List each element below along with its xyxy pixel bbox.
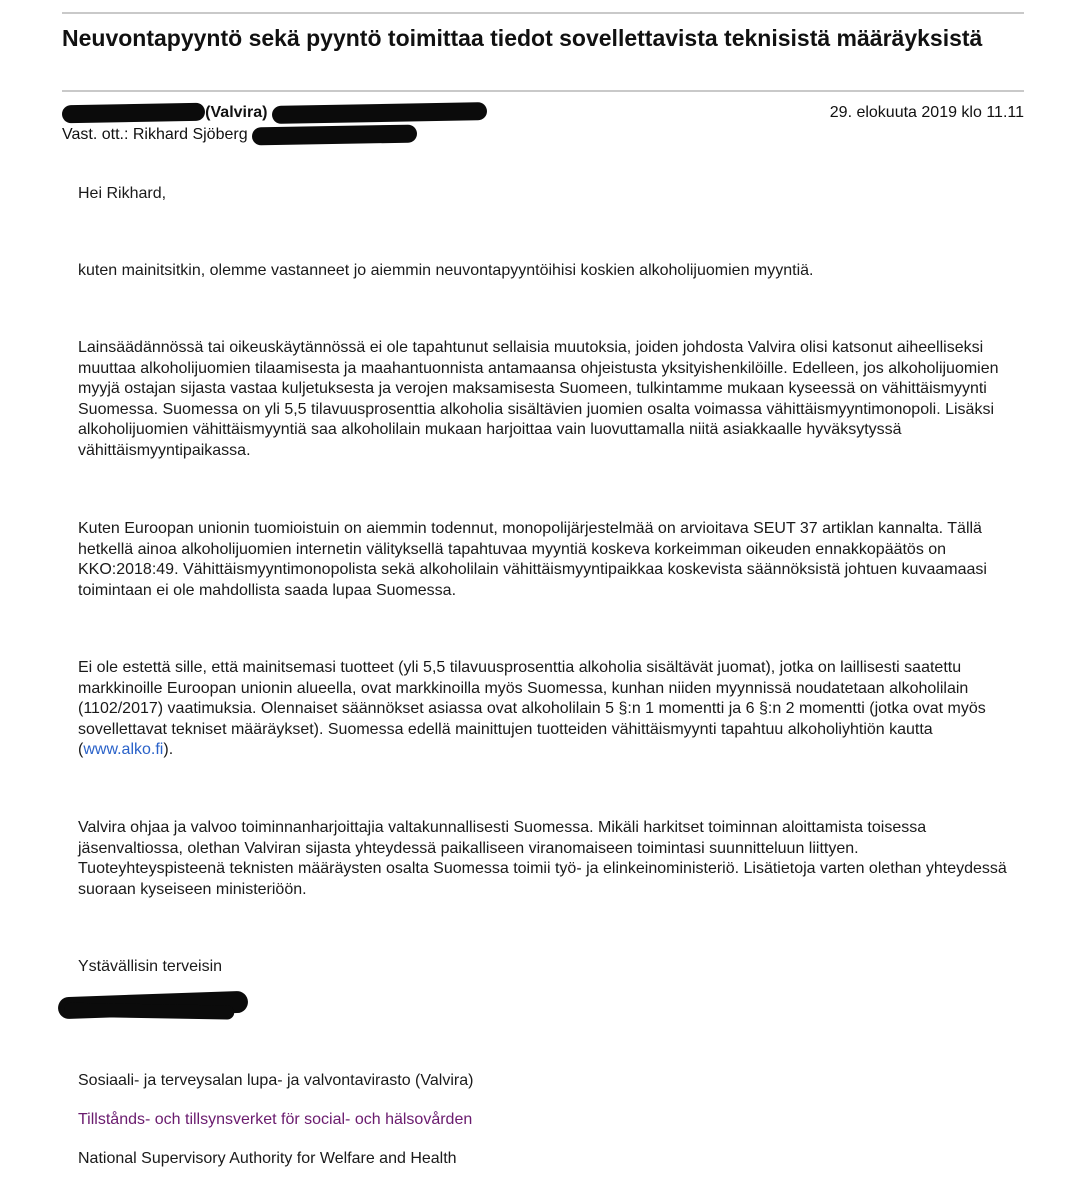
sender-line	[62, 103, 487, 123]
header-top-divider	[62, 12, 1024, 14]
header-bottom-divider	[62, 90, 1024, 92]
recipient-name[interactable]: Rikhard Sjöberg	[132, 126, 248, 143]
paragraph-4	[78, 658, 1008, 761]
email-subject: Neuvontapyyntö sekä pyyntö toimittaa tiedot sovellettavista teknisistä määräyksistä	[62, 25, 983, 51]
organization-finnish: Sosiaali- ja terveysalan lupa- ja valvontavirasto (Valvira)	[78, 1072, 474, 1089]
alko-link[interactable]: www.alko.fi	[83, 741, 164, 758]
redacted-recipient-email	[252, 125, 417, 146]
paragraph-5: Valvira ohjaa ja valvoo toiminnanharjoittajia valtakunnallisesti Suomessa. Mikäli harkitset toiminnan aloittamista toisessa jäsenvaltiossa, olethan Valviran sijasta yhteydessä paikalliseen viranomaiseen toimintasi suunnitteluun liittyen. Tuoteyhteyspisteenä teknisten määräysten osalta Suomessa toimii työ- ja elinkeinoministeriö. Lisätietoja varten olethan yhteydessä suoraan kyseiseen ministeriöön.	[78, 819, 1007, 898]
paragraph-4-text: Ei ole estettä sille, että mainitsemasi tuotteet (yli 5,5 tilavuusprosenttia alkoholia sisältävät juomat), jotka on laillisesti saatettu markkinoille Euroopan unionin alueella, ovat markkinoilla myös Suomessa, kunhan niiden myynnissä noudatetaan alkoholilain (1102/2017) vaatimuksia. Olennaiset säännökset asiassa ovat alkoholilain 5 §:n 1 momentti ja 6 §:n 2 momentti (jotka ovat myös sovellettavat tekniset määräykset). Suomessa edellä mainittujen tuotteiden vähittäismyynti tapahtuu alkoholiyhtiön kautta (	[78, 659, 986, 758]
recipient-label: Vast. ott.:	[62, 126, 129, 143]
paragraph-4-end: ).	[163, 741, 174, 758]
paragraph-1: kuten mainitsitkin, olemme vastanneet jo aiemmin neuvontapyyntöihisi koskien alkoholijuomien myyntiä.	[78, 262, 814, 279]
organization-english: National Supervisory Authority for Welfare and Health	[78, 1150, 457, 1167]
redacted-sender-name	[62, 103, 205, 123]
paragraph-3: Kuten Euroopan unionin tuomioistuin on aiemmin todennut, monopolijärjestelmää on arvioitava SEUT 37 artiklan kannalta. Tällä hetkellä ainoa alkoholijuomien internetin välityksellä tapahtuvaa myyntiä koskeva korkeimman oikeuden ennakkopäätös on KKO:2018:49. Vähittäismyyntimonopolista sekä alkoholilain vähittäismyyntipaikkaa koskevista säännöksistä johtuen kuvaamaasi toimintaan ei ole mahdollista saada lupaa Suomessa.	[78, 520, 987, 599]
email-date: 29. elokuuta 2019 klo 11.11	[829, 104, 1024, 121]
greeting: Hei Rikhard,	[78, 185, 167, 202]
closing: Ystävällisin terveisin	[78, 958, 223, 975]
redacted-signature-name	[78, 997, 205, 1014]
paragraph-2: Lainsäädännössä tai oikeuskäytännössä ei ole tapahtunut sellaisia muutoksia, joiden johdosta Valvira olisi katsonut aiheelliseksi muuttaa alkoholijuomien tilaamisesta ja maahantuonnista antamaansa ohjeistusta yksityishenkilöille. Edelleen, jos alkoholijuomien myyjä ostajan sijasta vastaa kuljetuksesta ja verojen maksamisesta Suomeen, tulkintamme mukaan kyseessä on vähittäismyynti Suomessa. Suomessa on yli 5,5 tilavuusprosenttia alkoholia sisältävien juomien osalta voimassa vähittäismyyntimonopoli. Lisäksi alkoholijuomien vähittäismyyntiä saa alkoholilain mukaan harjoittaa vain luovuttamalla niitä asiakkaalle hyväksytyssä vähittäismyyntipaikassa.	[78, 339, 999, 459]
sender-organization: (Valvira)	[205, 104, 268, 121]
redacted-sender-email	[272, 102, 488, 124]
recipient-line	[62, 125, 417, 145]
organization-swedish: Tillstånds- och tillsynsverket för social- och hälsovården	[78, 1111, 473, 1128]
